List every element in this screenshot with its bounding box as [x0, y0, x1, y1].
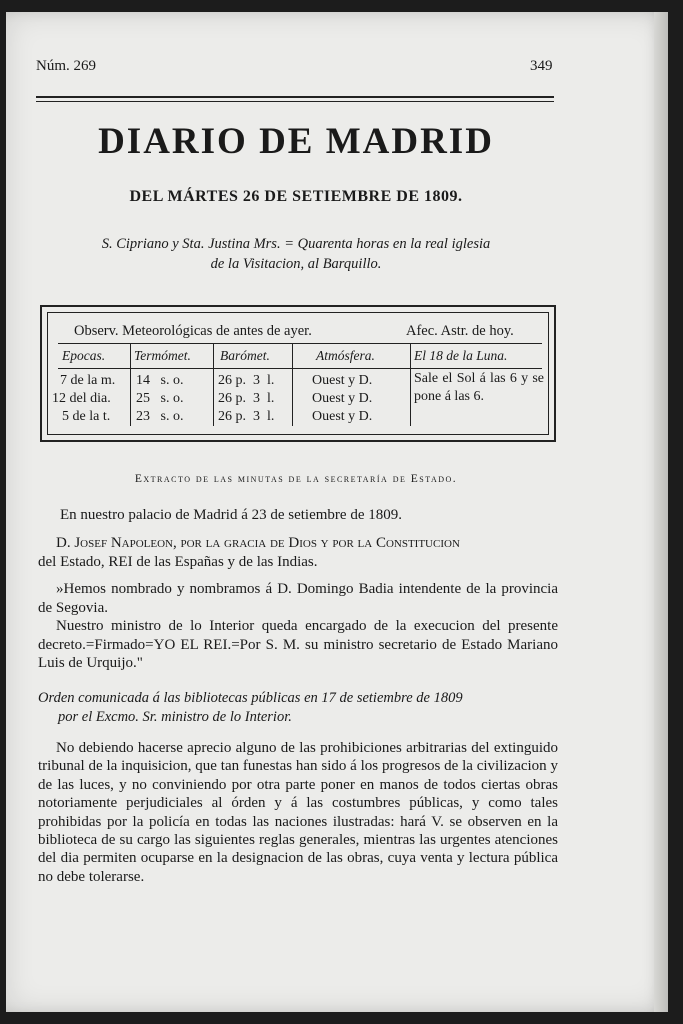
order-heading [38, 689, 558, 726]
col-divider [410, 344, 411, 426]
weather-row-3-term: 23 s. o. [136, 409, 184, 424]
king-name: D. Josef Napoleon [56, 535, 173, 551]
order-heading-line-2: por el Excmo. Sr. ministro de lo Interior. [58, 708, 292, 725]
weather-row-3-atmos: Ouest y D. [312, 409, 373, 424]
page-number: 349 [530, 58, 553, 74]
col-header-atmosfera: Atmósfera. [316, 348, 375, 363]
saints-line-2: de la Visitacion, al Barquillo. [210, 256, 382, 272]
weather-row-1-atmos: Ouest y D. [312, 373, 373, 388]
weather-row-3-epoca: 5 de la t. [62, 409, 111, 424]
weather-row-1-baro: 26 p. 3 l. [218, 373, 275, 388]
top-rule-thin [36, 101, 554, 102]
sun-rise-set-text: Sale el Sol á las 6 y se pone á las 6. [414, 371, 544, 404]
weather-table [40, 305, 556, 442]
col-divider [213, 344, 214, 426]
weather-row-2-baro: 26 p. 3 l. [218, 391, 275, 406]
masthead-title: DIARIO DE MADRID [98, 121, 494, 162]
king-title-line-1 [38, 534, 558, 553]
weather-row-1-epoca: 7 de la m. [60, 373, 116, 388]
weather-row-3-baro: 26 p. 3 l. [218, 409, 275, 424]
weather-heading-astro: Afec. Astr. de hoy. [406, 323, 514, 339]
page-spine-shadow [654, 12, 668, 1012]
dateline: DEL MÁRTES 26 DE SETIEMBRE DE 1809. [129, 188, 463, 205]
weather-row-2-epoca: 12 del dia. [52, 391, 111, 406]
col-header-termometro: Termómet. [134, 348, 191, 363]
order-body: No debiendo hacerse aprecio alguno de las prohibiciones arbitrarias del extinguido tribunal de la inquisicion, que tan funestas han sido á los progresos de la civilizacion y de las luces, y no conviniendo por otra parte poner en manos de todos ciertas obras notoriamente perjudiciales al órden y á las costumbres públicas, y como tales prohibidas por la policía en todas las naciones ilustradas: hará V. se observen en la biblioteca de su cargo las siguientes reglas generales, mientras las urgentes atenciones del dia permiten ocuparse en la designacion de las obras, cuya venta y lectura pública no debe tolerarse. [38, 740, 558, 885]
col-header-epocas: Epocas. [62, 348, 106, 363]
decree-appointment: »Hemos nombrado y nombramos á D. Domingo Badia intendente de la provincia de Segovia. [38, 581, 558, 616]
saints-line-1: S. Cipriano y Sta. Justina Mrs. = Quarenta horas en la real iglesia [101, 236, 491, 252]
top-rule-thick [36, 96, 554, 98]
king-title-line-2: del Estado, REI de las Españas y de las Indias. [38, 553, 318, 570]
col-divider [130, 344, 131, 426]
weather-heading-observations: Observ. Meteorológicas de antes de ayer. [74, 323, 312, 339]
col-header-barometro: Barómet. [220, 348, 270, 363]
newspaper-page [6, 12, 668, 1012]
col-header-luna: El 18 de la Luna. [414, 348, 508, 363]
decree-execution: Nuestro ministro de lo Interior queda encargado de la execucion del presente decreto.=Firmado=YO EL REI.=Por S. M. su ministro secretario de Estado Mariano Luis de Urquijo." [38, 618, 558, 671]
decree-place-date: En nuestro palacio de Madrid á 23 de setiembre de 1809. [60, 507, 402, 523]
saints-of-the-day [46, 234, 546, 274]
weather-row-2-atmos: Ouest y D. [312, 391, 373, 406]
extract-heading: Extracto de las minutas de la secretaría de Estado. [134, 473, 458, 485]
weather-table-inner-border [47, 312, 549, 435]
king-title-rest: , por la gracia de Dios y por la Constitucion [172, 535, 460, 551]
weather-row-2-term: 25 s. o. [136, 391, 184, 406]
order-heading-line-1: Orden comunicada á las bibliotecas públicas en 17 de setiembre de 1809 [38, 690, 463, 706]
issue-number: Núm. 269 [36, 58, 96, 74]
decree-king-title [38, 534, 558, 571]
col-divider [292, 344, 293, 426]
weather-row-1-term: 14 s. o. [136, 373, 184, 388]
